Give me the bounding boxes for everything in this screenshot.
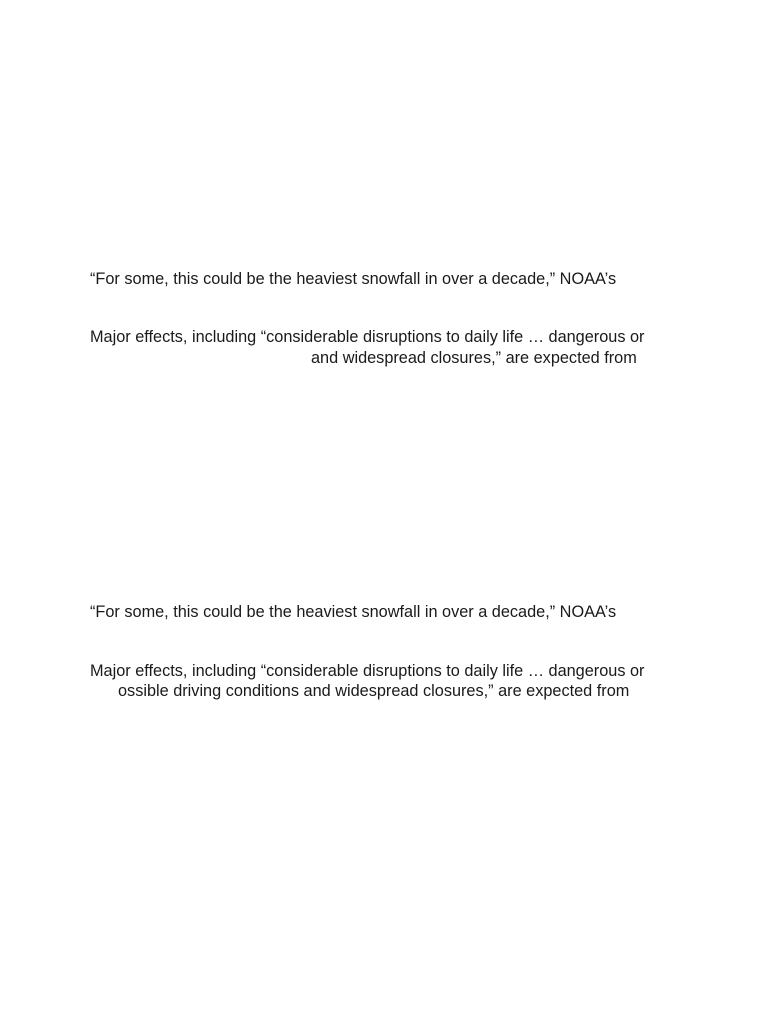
effects-line-1: Major effects, including “considerable disruptions to daily life … dangerous or (90, 328, 645, 346)
quote-line: “For some, this could be the heaviest snowfall in over a decade,” NOAA’s (90, 270, 617, 288)
quote-line: “For some, this could be the heaviest snowfall in over a decade,” NOAA’s (90, 603, 617, 621)
effects-line-1: Major effects, including “considerable disruptions to daily life … dangerous or (90, 662, 645, 680)
effects-line-2: ossible driving conditions and widespread closures,” are expected from (118, 682, 630, 700)
effects-line-2: and widespread closures,” are expected from (311, 349, 637, 367)
